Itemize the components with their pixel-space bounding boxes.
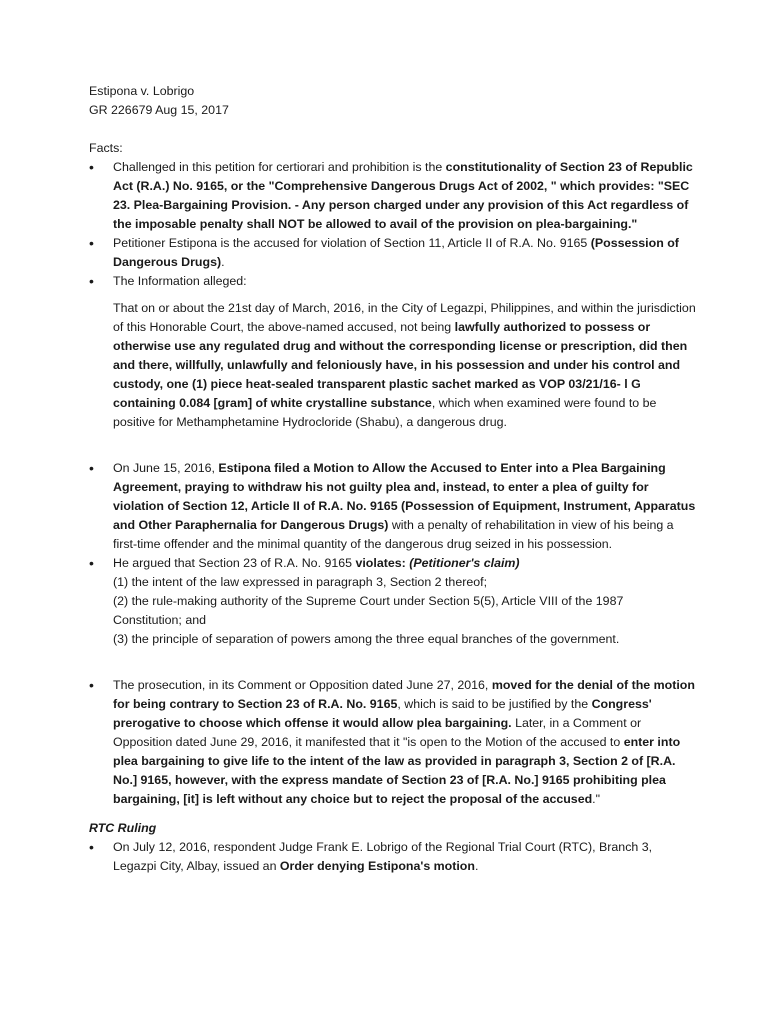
- facts-bullet-4: • On June 15, 2016, Estipona filed a Motion to Allow the Accused to Enter into a Plea Bargaining Agreement, praying to withdraw his not guilty plea and, instead, to enter a plea of guilty for violation of Section 12, Article II of R.A. No. 9165 (Possession of Equipment, Instrument, Apparatus and Other Paraphernalia for Dangerous Drugs) with a penalty of rehabilitation in view of his being a first-time offender and the minimal quantity of the dangerous drug seized in his possession.: [89, 459, 698, 554]
- facts-bullet-2: • Petitioner Estipona is the accused for violation of Section 11, Article II of R.A. No. 9165 (Possession of Dangerous Drugs).: [89, 234, 698, 272]
- facts-bullet-6: • The prosecution, in its Comment or Opposition dated June 27, 2016, moved for the denial of the motion for being contrary to Section 23 of R.A. No. 9165, which is said to be justified by the Congress' prerogative to choose which offense it would allow plea bargaining. Later, in a Comment or Opposition dated June 29, 2016, it manifested that it "is open to the Motion of the accused to enter into plea bargaining to give life to the intent of the law as provided in paragraph 3, Section 2 of [R.A. No.] 9165, however, with the express mandate of Section 23 of [R.A. No.] 9165 prohibiting plea bargaining, [it] is left without any choice but to reject the proposal of the accused.": [89, 676, 698, 809]
- facts-list-continued: [89, 459, 698, 649]
- facts-bullet-1: • Challenged in this petition for certiorari and prohibition is the constitutionality of Section 23 of Republic Act (R.A.) No. 9165, or the "Comprehensive Dangerous Drugs Act of 2002, " which provides: "SEC 23. Plea-Bargaining Provision. - Any person charged under any provision of this Act regardless of the imposable penalty shall NOT be allowed to avail of the provision on plea-bargaining.": [89, 158, 698, 234]
- claim-item-3: (3) the principle of separation of powers among the three equal branches of the government.: [113, 632, 620, 646]
- information-quote: That on or about the 21st day of March, 2016, in the City of Legazpi, Philippines, and within the jurisdiction of this Honorable Court, the above-named accused, not being lawfully authorized to possess or otherwise use any regulated drug and without the corresponding license or prescription, did then and there, willfully, unlawfully and feloniously have, in his possession and under his control and custody, one (1) piece heat-sealed transparent plastic sachet marked as VOP 03/21/16- l G containing 0.084 [gram] of white crystalline substance, which when examined were found to be positive for Methamphetamine Hydrocloride (Shabu), a dangerous drug.: [113, 301, 696, 429]
- facts-bullet-5: • He argued that Section 23 of R.A. No. 9165 violates: (Petitioner's claim) (1) the intent of the law expressed in paragraph 3, Section 2 thereof; (2) the rule-making authority of the Supreme Court under Section 5(5), Article VIII of the 1987 Constitution; and (3) the principle of separation of powers among the three equal branches of the government.: [89, 554, 698, 649]
- claim-item-1: (1) the intent of the law expressed in paragraph 3, Section 2 thereof;: [113, 575, 488, 589]
- facts-bullet-3: • The Information alleged:: [89, 272, 698, 291]
- rtc-bullet-1: • On July 12, 2016, respondent Judge Frank E. Lobrigo of the Regional Trial Court (RTC), Branch 3, Legazpi City, Albay, issued an Order denying Estipona's motion.: [89, 838, 698, 876]
- case-number: GR 226679 Aug 15, 2017: [89, 103, 229, 117]
- claim-item-2: (2) the rule-making authority of the Supreme Court under Section 5(5), Article VIII of the 1987: [113, 594, 624, 608]
- case-name: Estipona v. Lobrigo: [89, 84, 195, 98]
- facts-list: [89, 158, 698, 291]
- facts-list-prosecution: [89, 676, 698, 809]
- rtc-list: [89, 838, 698, 876]
- facts-heading: Facts:: [89, 141, 123, 155]
- claim-item-2-cont: Constitution; and: [113, 613, 206, 627]
- rtc-heading: RTC Ruling: [89, 821, 157, 835]
